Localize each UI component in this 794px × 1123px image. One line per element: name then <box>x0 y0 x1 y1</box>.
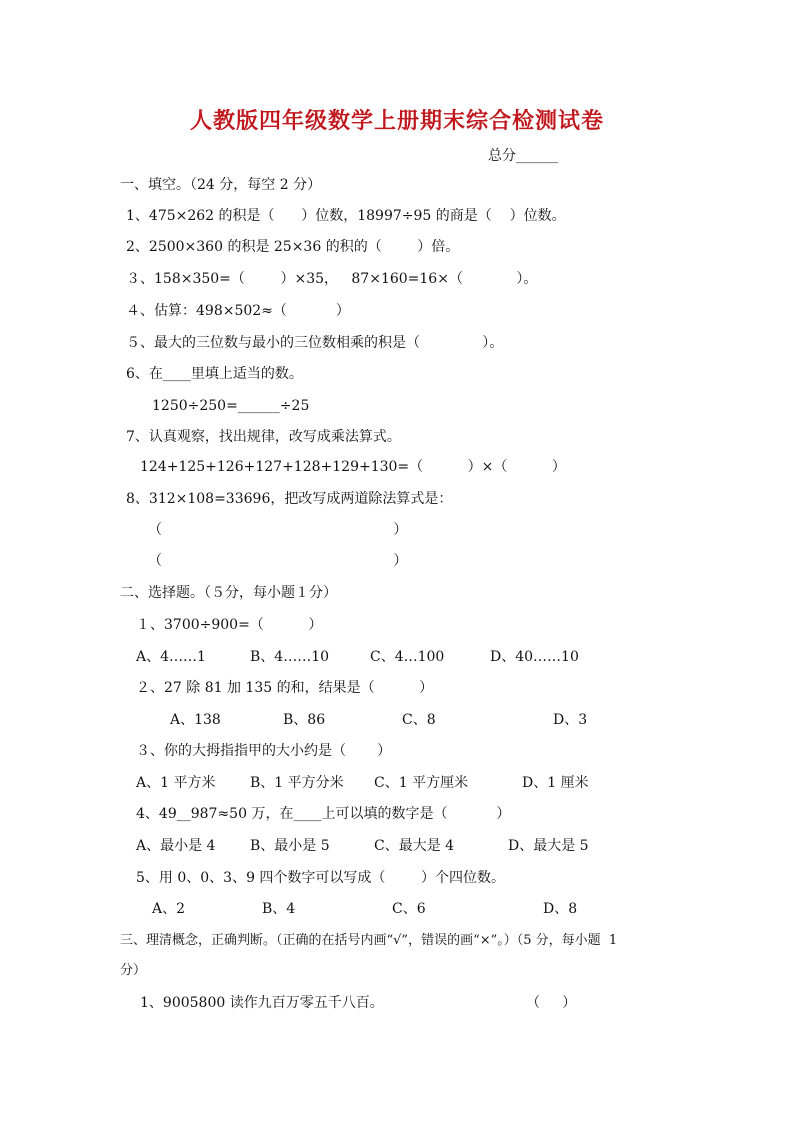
s2-q5-option-d: D、8 <box>543 901 578 917</box>
s1-question-7: 7、认真观察，找出规律，改写成乘法算式。 <box>126 429 401 445</box>
s1-question-4: ４、估算：498×502≈（ ） <box>126 303 350 319</box>
s1-question-7-expression: 124+125+126+127+128+129+130=（ ）×（ ） <box>140 459 566 475</box>
s2-q4-option-d: D、最大是 5 <box>508 838 589 854</box>
s2-q1-option-c: C、4…100 <box>370 649 445 665</box>
s2-q2-option-c: C、8 <box>402 712 436 728</box>
s2-q3-option-a: A、1 平方米 <box>136 775 216 791</box>
s2-q3-option-d: D、1 厘米 <box>522 775 589 791</box>
s2-q2-option-a: A、138 <box>170 712 221 728</box>
s1-question-6: 6、在____里填上适当的数。 <box>126 366 303 382</box>
s1-question-5: ５、最大的三位数与最小的三位数相乘的积是（ ）。 <box>126 335 504 351</box>
s1-question-2: 2、2500×360 的积是 25×36 的积的（ ）倍。 <box>126 239 460 255</box>
s2-q1-option-d: D、40……10 <box>490 649 579 665</box>
s1-question-3: ３、158×350=（ ）×35， 87×160=16×（ ）。 <box>126 271 538 287</box>
s2-question-3: ３、你的大拇指指甲的大小约是（ ） <box>136 743 392 759</box>
s2-q5-option-a: A、2 <box>152 901 186 917</box>
s2-question-1: １、3700÷900=（ ） <box>136 617 323 633</box>
s2-q3-option-c: C、1 平方厘米 <box>374 775 469 791</box>
s2-q5-option-b: B、4 <box>262 901 296 917</box>
s2-question-4: 4、49__987≈50 万，在____上可以填的数字是（ ） <box>136 806 511 822</box>
s2-q2-option-d: D、3 <box>553 712 588 728</box>
s2-q1-option-b: B、4……10 <box>250 649 330 665</box>
total-score-field: 总分______ <box>488 148 558 164</box>
s2-q5-option-c: C、6 <box>392 901 426 917</box>
s1-question-8-answer-1: （ ） <box>148 522 408 538</box>
s1-question-6-expression: 1250÷250=______÷25 <box>152 398 310 414</box>
section-1-heading: 一、填空。（24 分，每空 2 分） <box>120 177 322 193</box>
s1-question-8-answer-2: （ ） <box>148 553 408 569</box>
s3-question-1-answer-box: （ ） <box>526 995 577 1011</box>
s2-q4-option-a: A、最小是 4 <box>136 838 216 854</box>
section-2-heading: 二、选择题。（５分，每小题１分） <box>120 585 337 601</box>
s2-q3-option-b: B、1 平方分米 <box>250 775 344 791</box>
s2-q1-option-a: A、4……1 <box>136 649 206 665</box>
s2-question-2: ２、27 除 81 加 135 的和，结果是（ ） <box>136 680 434 696</box>
s2-question-5: 5、用 0、0、3、9 四个数字可以写成（ ）个四位数。 <box>136 870 506 886</box>
section-3-heading-continued: 分） <box>120 963 147 978</box>
s2-q4-option-b: B、最小是 5 <box>250 838 330 854</box>
s1-question-8: 8、312×108=33696，把改写成两道除法算式是： <box>126 491 453 507</box>
section-3-heading: 三、理清概念，正确判断。（正确的在括号内画“√”，错误的画“×”。）（5 分，每小题 1 <box>120 933 618 948</box>
s3-question-1: 1、9005800 读作九百万零五千八百。 <box>140 995 384 1011</box>
page-title: 人教版四年级数学上册期末综合检测试卷 <box>189 109 604 134</box>
s1-question-1: 1、475×262 的积是（ ）位数，18997÷95 的商是（ ）位数。 <box>126 208 566 224</box>
s2-q4-option-c: C、最大是 4 <box>374 838 455 854</box>
s2-q2-option-b: B、86 <box>283 712 326 728</box>
